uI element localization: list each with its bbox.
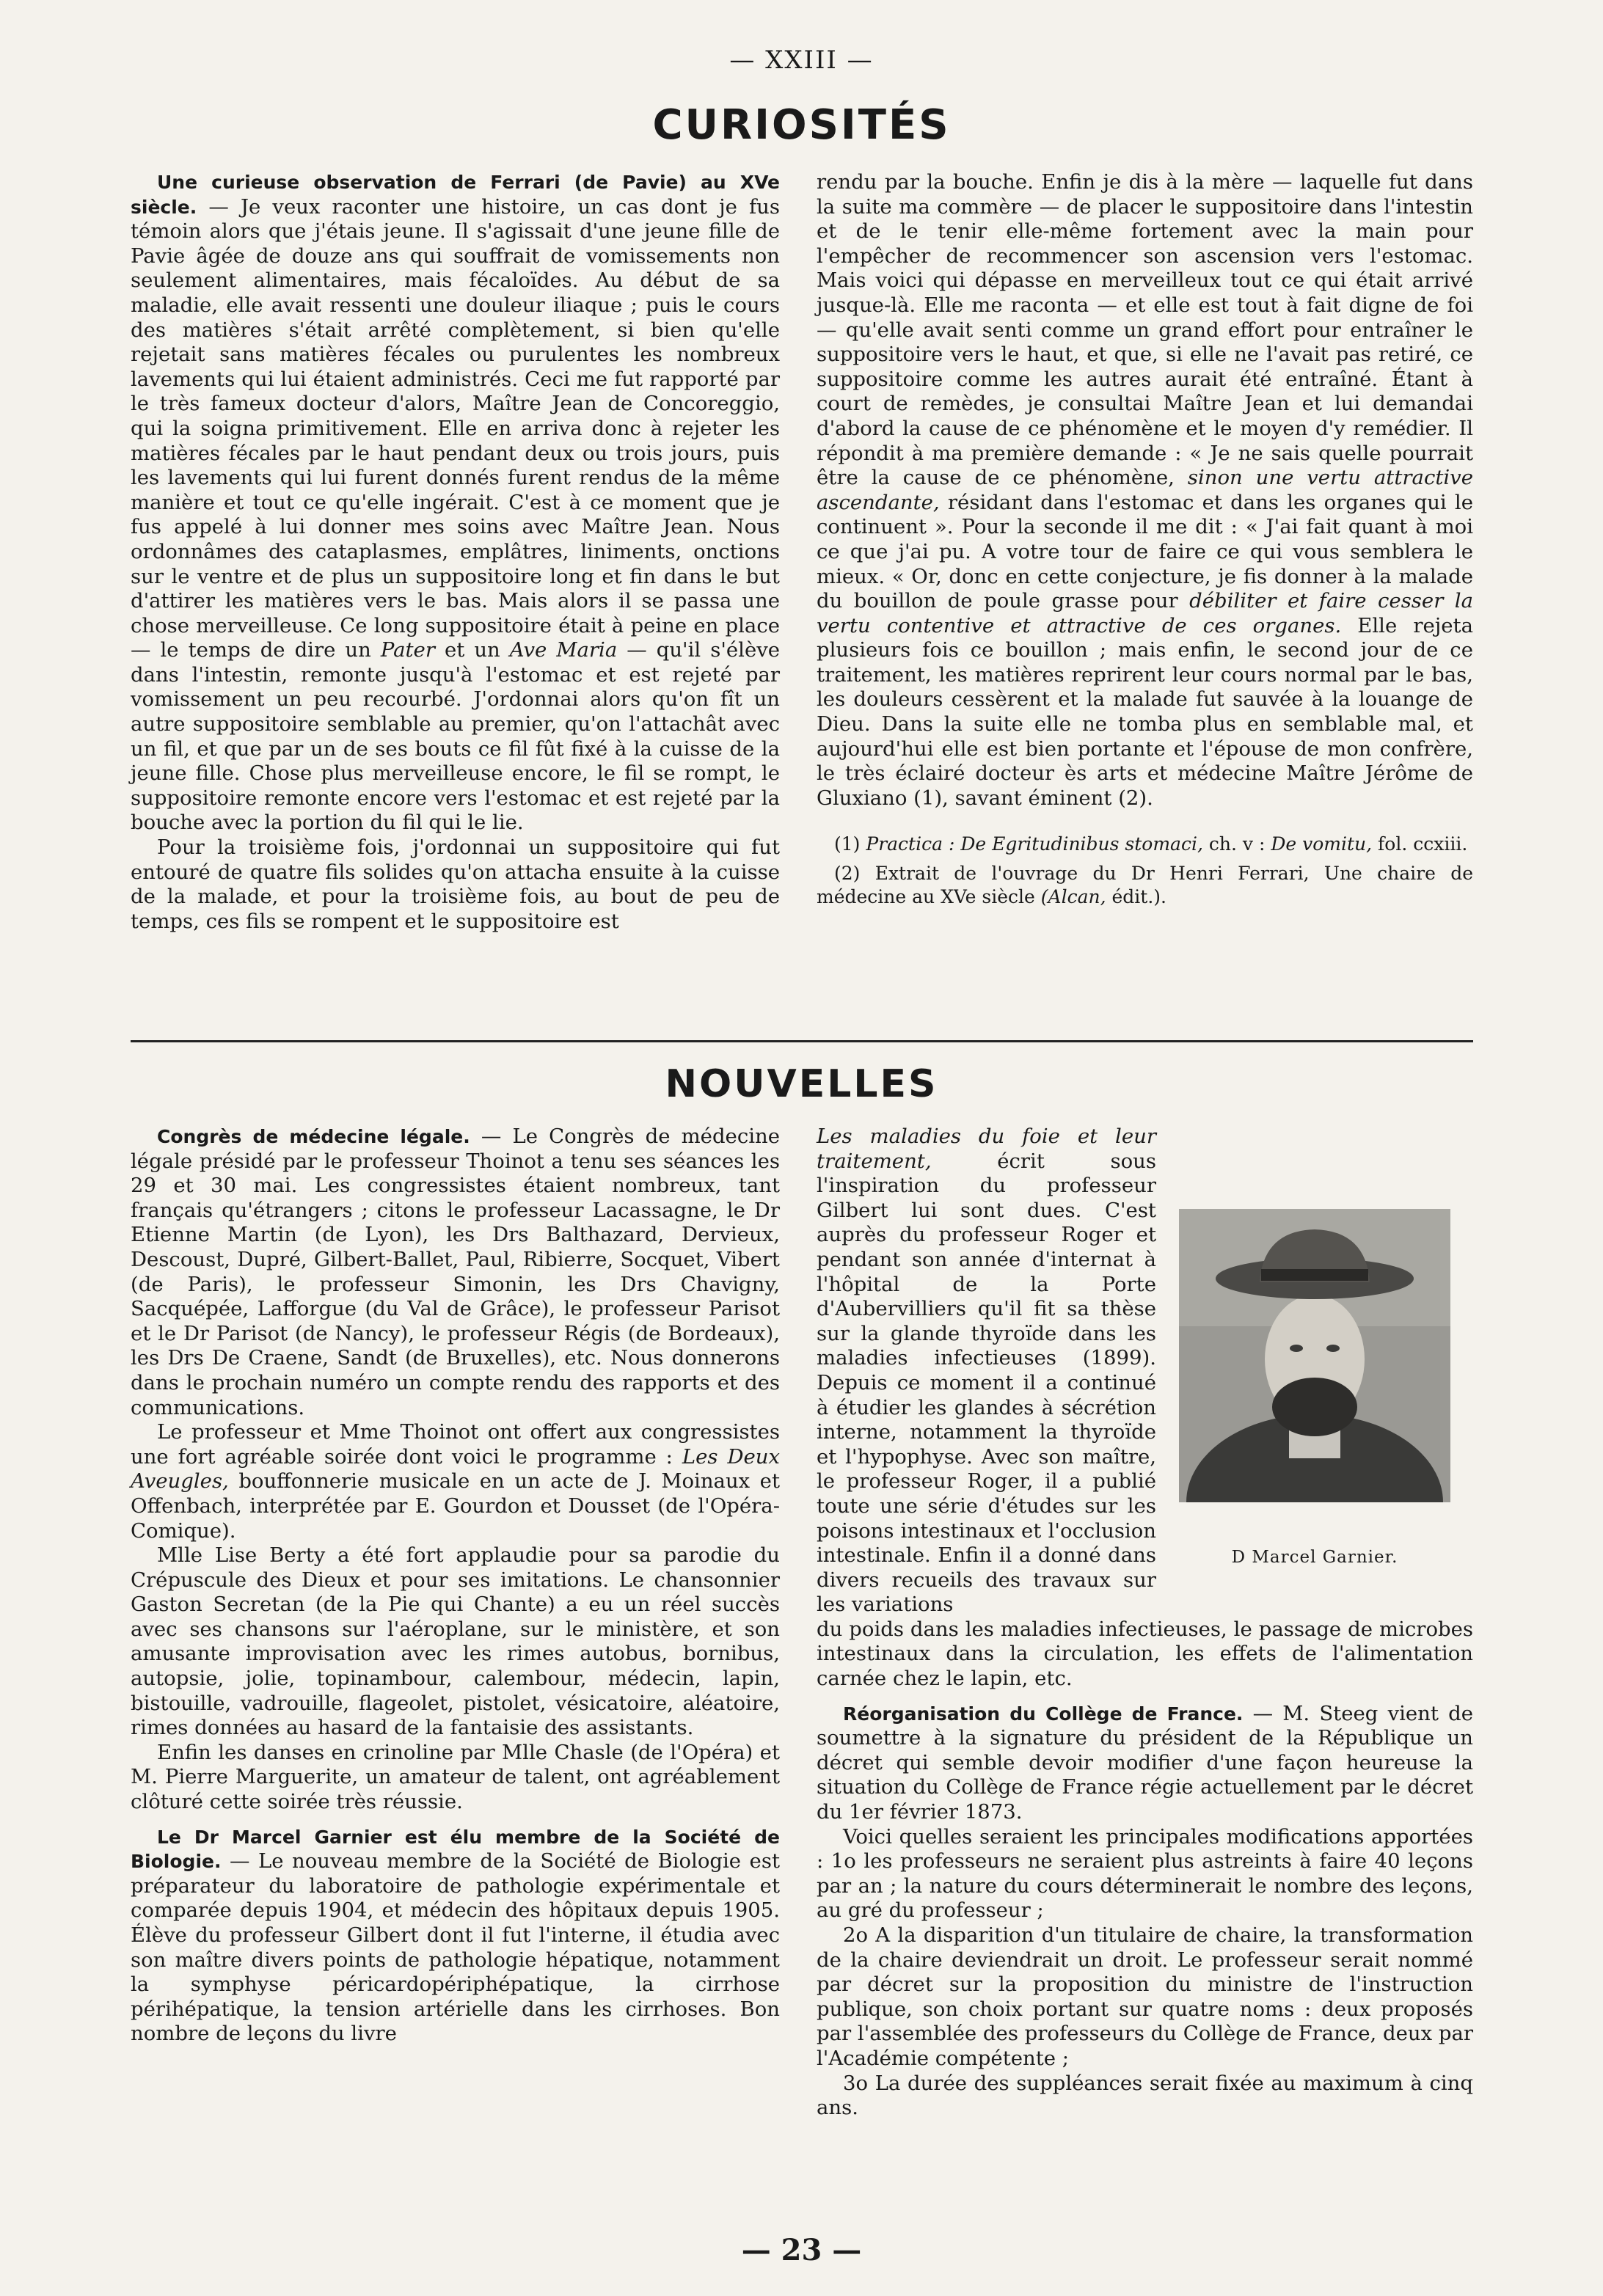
article-paragraph: Une curieuse observation de Ferrari (de Pavie) au XVe siècle. — Je veux raconter une histoire, un cas dont je fus témoin alors que j'étais jeune. Il s'agissait d'une jeune fille de Pavie âgée de douze ans qui souffrait de vomissements non seulement alimentaires, mais fécaloïdes. Au début de sa maladie, elle avait ressenti une douleur iliaque ; puis le cours des matières s'était arrêté complètement, si bien qu'elle rejetait sans matières fécales ou purulentes les nombreux lavements qui lui étaient administrés. Ceci me fut rapporté par le très fameux docteur d'alors, Maître Jean de Concoreggio, qui la soigna primitivement. Elle en arriva donc à rejeter les matières fécales par le haut pendant deux ou trois jours, puis les lavements qui lui furent donnés furent rendus de la même manière et tout ce qu'elle ingérait. C'est à ce moment que je fus appelé à lui donner mes soins avec Maître Jean. Nous ordonnâmes des cataplasmes, emplâtres, liniments, onctions sur le ventre et de plus un suppositoire long et fin dans le but d'attirer les matières vers le bas. Mais alors il se passa une chose merveilleuse. Ce long suppositoire était à peine en place — le temps de dire un Pater et un Ave Maria — qu'il s'élève dans l'intestin, remonte jusqu'à l'estomac et est rejeté par vomissement un peu recourbé. J'ordonnai alors qu'on fît un autre suppositoire semblable au premier, qu'on l'attachât avec un fil, et que par un de ses bouts ce fil fût fixé à la cuisse de la jeune fille. Chose plus merveilleuse encore, le fil se rompt, le suppositoire remonte encore vers l'estomac et est rejeté par la bouche avec la portion du fil qui le lie. bbox=[131, 172, 781, 835]
news-paragraph: Mlle Lise Berty a été fort applaudie pour sa parodie du Crépuscule des Dieux et pour ses imitations. Le chansonnier Gaston Secretan (de la Pie qui Chante) a eu un réel succès avec ses chansons sur l'aéroplane, sur le ministère, et son amusante improvisation avec les rimes autobus, bornibus, autopsie, jolie, topinambour, calembour, médecin, lapin, bistouille, vadrouille, flageolet, pistolet, vésicatoire, aléatoire, rimes données au hasard de la fantaisie des assistants. bbox=[131, 1543, 780, 1740]
page-number: — 23 — bbox=[741, 2233, 862, 2267]
news-title-congres: Congrès de médecine légale. bbox=[157, 1126, 470, 1147]
news-title-college: Réorganisation du Collège de France. bbox=[843, 1703, 1244, 1725]
news-title-garnier: Le Dr Marcel Garnier est élu membre de la Société de Biologie. bbox=[131, 1826, 780, 1873]
news-paragraph: du poids dans les maladies infectieuses, le passage de microbes intestinaux dans la circulation, les effets de l'alimentation carnée chez le lapin, etc. bbox=[817, 1617, 1473, 1691]
article-paragraph: rendu par la bouche. Enfin je dis à la mère — laquelle fut dans la suite ma commère — de placer le suppositoire dans l'intestin et de le tenir elle-même fortement avec la main pour l'empêcher de recommencer son ascension vers l'estomac. Mais voici qui dépasse en merveilleux tout ce qui était arrivé jusque-là. Elle me raconta — et elle est tout à fait digne de foi — qu'elle avait senti comme un grand effort pour entraîner le suppositoire vers le haut, et que, si elle ne l'avait pas retiré, ce suppositoire comme les autres aurait été entraîné. Étant à court de remèdes, je consultai Maître Jean et lui demandai d'abord la cause de ce phénomène et le moyen d'y remédier. Il répondit à ma première demande : « Je ne sais quelle pourrait être la cause de ce phénomène, sinon une vertu attractive ascendante, résidant dans l'estomac et dans les organes qui le continuent ». Pour la seconde il me dit : « J'ai fait quant à moi ce que j'ai pu. A votre tour de faire ce qui vous semblera le mieux. « Or, donc en cette conjecture, je fis donner à la malade du bouillon de poule grasse pour débiliter et faire cesser la vertu contentive et attractive de ces organes. Elle rejeta plusieurs fois ce bouillon ; mais enfin, le second jour de ce traitement, les matières reprirent leur cours normal par le bas, les douleurs cessèrent et la malade fut sauvée à la louange de Dieu. Dans la suite elle ne tomba plus en semblable mal, et aujourd'hui elle est bien portante et l'épouse de mon confrère, le très éclairé docteur ès arts et médecine Maître Jérôme de Gluxiano (1), savant éminent (2). bbox=[817, 170, 1473, 810]
curiosites-column-right bbox=[817, 170, 1473, 909]
news-paragraph: Les maladies du foie et leur traitement, écrit sous l'inspiration du professeur Gilbert lui sont dues. C'est auprès du professeur Roger et pendant son année d'internat à l'hôpital de la Porte d'Aubervilliers qu'il fit sa thèse sur la glande thyroïde dans les maladies infectieuses (1899). Depuis ce moment il a continué à étudier les glandes à sécrétion interne, notamment la thyroïde et l'hypophyse. Avec son maître, le professeur Roger, il a publié toute une série d'études sur les poisons intestinaux et l'occlusion intestinale. Enfin il a donné dans divers recueils des travaux sur les variations bbox=[817, 1125, 1156, 1617]
curiosites-column-left bbox=[131, 170, 780, 934]
article-title: Une curieuse observation de Ferrari (de Pavie) au XVe siècle. bbox=[131, 172, 780, 218]
news-paragraph: Le Dr Marcel Garnier est élu membre de la Société de Biologie. — Le nouveau membre de la Société de Biologie est préparateur du laboratoire de pathologie expérimentale et comparée depuis 1904, et médecin des hôpitaux depuis 1905. Élève du professeur Gilbert dont il fut l'interne, il étudia avec son maître divers points de pathologie hépatique, notamment la symphyse péricardopériphépatique, la cirrhose périhépatique, la tension artérielle dans les cirrhoses. Bon nombre de leçons du livre bbox=[131, 1826, 780, 2046]
photo-caption: D Marcel Garnier. bbox=[1231, 1548, 1398, 1567]
news-paragraph: Le professeur et Mme Thoinot ont offert aux congressistes une fort agréable soirée dont voici le programme : Les Deux Aveugles, bouffonnerie musicale en un acte de J. Moinaux et Offenbach, interprétée par E. Gourdon et Dousset (de l'Opéra-Comique). bbox=[131, 1420, 780, 1543]
section-title-nouvelles: NOUVELLES bbox=[665, 1062, 938, 1106]
nouvelles-column-left bbox=[131, 1125, 780, 2047]
article-paragraph: Pour la troisième fois, j'ordonnai un suppositoire qui fut entouré de quatre fils solides qu'on attacha ensuite à la cuisse de la malade, et pour la troisième fois, au bout de peu de temps, ces fils se rompent et le suppositoire est bbox=[131, 836, 780, 933]
section-title-curiosites: CURIOSITÉS bbox=[652, 101, 951, 149]
section-divider bbox=[131, 1040, 1473, 1042]
news-paragraph: Voici quelles seraient les principales modifications apportées : 1o les professeurs ne seraient plus astreints à faire 40 leçons par an ; la nature du cours déterminerait le nombre des leçons, au gré du professeur ; bbox=[817, 1824, 1473, 1923]
footnotes bbox=[817, 833, 1473, 909]
portrait-icon bbox=[1179, 1209, 1450, 1502]
roman-page-number: — XXIII — bbox=[729, 45, 874, 75]
news-paragraph: 3o La durée des suppléances serait fixée au maximum à cinq ans. bbox=[817, 2071, 1473, 2120]
portrait-photo bbox=[1179, 1209, 1450, 1502]
news-paragraph: 2o A la disparition d'un titulaire de chaire, la transformation de la chaire deviendrait un droit. Le professeur serait nommé par décret sur la proposition du ministre de l'instruction publique, son choix portant sur quatre noms : deux proposés par l'assemblée des professeurs du Collège de France, deux par l'Académie compétente ; bbox=[817, 1923, 1473, 2070]
footnote-2: (2) Extrait de l'ouvrage du Dr Henri Ferrari, Une chaire de médecine au XVe siècle (Alcan, édit.). bbox=[817, 863, 1473, 908]
news-paragraph: Réorganisation du Collège de France. — M. Steeg vient de soumettre à la signature du président de la République un décret qui semble devoir modifier d'une façon heureuse la situation du Collège de France régie actuellement par le décret du 1er février 1873. bbox=[817, 1701, 1473, 1824]
footnote-1: (1) Practica : De Egritudinibus stomaci, ch. v : De vomitu, fol. ccxiii. bbox=[834, 833, 1468, 855]
news-paragraph: Enfin les danses en crinoline par Mlle Chasle (de l'Opéra) et M. Pierre Marguerite, un amateur de talent, ont agréablement clôturé cette soirée très réussie. bbox=[131, 1740, 780, 1814]
news-paragraph: Congrès de médecine légale. — Le Congrès de médecine légale présidé par le professeur Thoinot a tenu ses séances les 29 et 30 mai. Les congressistes étaient nombreux, tant français qu'étrangers ; citons le professeur Lacassagne, le Dr Etienne Martin (de Lyon), les Drs Balthazard, Dervieux, Descoust, Dupré, Gilbert-Ballet, Paul, Ribierre, Socquet, Vibert (de Paris), le professeur Simonin, les Drs Chavigny, Sacquépée, Lafforgue (du Val de Grâce), le professeur Parisot et le Dr Parisot (de Nancy), le professeur Régis (de Bordeaux), les Drs De Craene, Sandt (de Bruxelles), etc. Nous donnerons dans le prochain numéro un compte rendu des rapports et des communications. bbox=[131, 1125, 781, 1419]
